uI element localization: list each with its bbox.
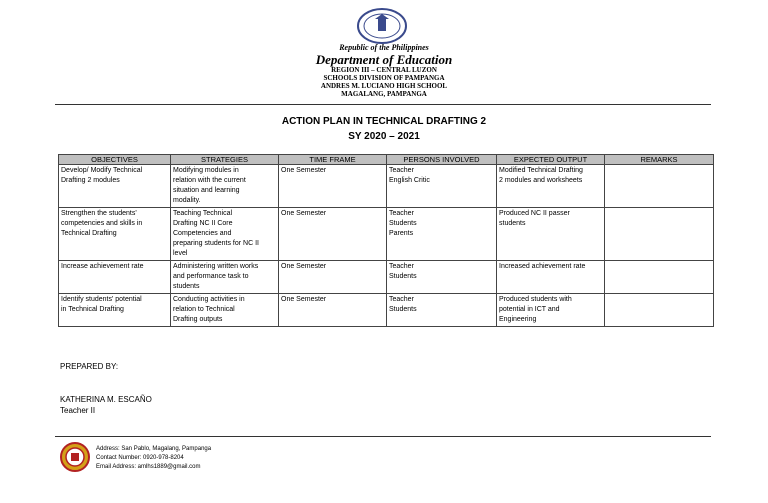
cell-line: Students bbox=[389, 273, 417, 280]
footer-email: Email Address: amlhs1889@gmail.com bbox=[96, 464, 201, 470]
cell-persons-involved bbox=[387, 208, 497, 261]
cell-line: 2 modules and worksheets bbox=[499, 177, 583, 184]
cell-line: students bbox=[173, 283, 200, 290]
deped-seal-icon bbox=[356, 8, 408, 44]
footer-address: Address: San Pablo, Magalang, Pampanga bbox=[96, 446, 212, 452]
cell-line: Modified Technical Drafting bbox=[499, 167, 583, 174]
cell-line: Teacher bbox=[389, 210, 414, 217]
header-location: MAGALANG, PAMPANGA bbox=[341, 90, 427, 98]
cell-line: Conducting activities in bbox=[173, 296, 245, 303]
cell-remarks bbox=[605, 165, 714, 208]
cell-line: Increase achievement rate bbox=[61, 263, 144, 270]
table-row bbox=[59, 294, 714, 327]
cell-strategies bbox=[171, 294, 279, 327]
school-year: SY 2020 – 2021 bbox=[348, 131, 420, 142]
cell-objectives bbox=[59, 165, 171, 208]
cell-line: Engineering bbox=[499, 316, 537, 323]
table-row bbox=[59, 208, 714, 261]
footer-divider bbox=[55, 436, 711, 437]
cell-objectives bbox=[59, 294, 171, 327]
cell-remarks bbox=[605, 294, 714, 327]
cell-line: Strengthen the students' bbox=[61, 210, 137, 217]
cell-line: situation and learning bbox=[173, 187, 240, 194]
cell-persons-involved bbox=[387, 261, 497, 294]
header-divider bbox=[55, 104, 711, 105]
cell-persons-involved bbox=[387, 294, 497, 327]
cell-line: modality. bbox=[173, 197, 201, 204]
header-school: ANDRES M. LUCIANO HIGH SCHOOL bbox=[320, 82, 448, 90]
cell-line: Teacher bbox=[389, 263, 414, 270]
cell-time-frame bbox=[279, 261, 387, 294]
cell-line: Teaching Technical bbox=[173, 210, 233, 217]
cell-line: One Semester bbox=[281, 210, 327, 217]
cell-line: Students bbox=[389, 306, 417, 313]
cell-strategies bbox=[171, 165, 279, 208]
cell-line: Develop/ Modify Technical bbox=[61, 167, 143, 174]
cell-line: Identify students' potential bbox=[61, 296, 142, 303]
cell-line: level bbox=[173, 250, 188, 257]
cell-line: Competencies and bbox=[173, 230, 232, 237]
cell-expected-output bbox=[497, 261, 605, 294]
cell-line: Modifying modules in bbox=[173, 167, 239, 174]
cell-line: Drafting outputs bbox=[173, 316, 223, 323]
cell-line: Teacher bbox=[389, 167, 414, 174]
cell-strategies bbox=[171, 261, 279, 294]
cell-remarks bbox=[605, 208, 714, 261]
cell-time-frame bbox=[279, 208, 387, 261]
cell-line: Drafting 2 modules bbox=[61, 177, 120, 184]
cell-persons-involved bbox=[387, 165, 497, 208]
cell-line: Drafting NC II Core bbox=[173, 220, 233, 227]
cell-line: preparing students for NC II bbox=[173, 240, 259, 247]
cell-line: One Semester bbox=[281, 263, 327, 270]
document-title: ACTION PLAN IN TECHNICAL DRAFTING 2 bbox=[281, 116, 487, 127]
cell-line: Students bbox=[389, 220, 417, 227]
header-republic: Republic of the Philippines bbox=[339, 43, 429, 52]
cell-line: potential in ICT and bbox=[499, 306, 560, 313]
cell-line: competencies and skills in bbox=[61, 220, 143, 227]
cell-line: Produced NC II passer bbox=[499, 210, 570, 217]
cell-line: English Critic bbox=[389, 177, 430, 184]
col-time-frame: TIME FRAME bbox=[279, 155, 387, 165]
footer-contact: Contact Number: 0920-978-8204 bbox=[96, 455, 184, 461]
preparer-position: Teacher II bbox=[60, 406, 96, 415]
cell-expected-output bbox=[497, 294, 605, 327]
cell-line: One Semester bbox=[281, 296, 327, 303]
table-row bbox=[59, 165, 714, 208]
cell-line: Parents bbox=[389, 230, 414, 237]
preparer-name: KATHERINA M. ESCAÑO bbox=[60, 395, 152, 404]
cell-expected-output bbox=[497, 208, 605, 261]
table-body bbox=[59, 165, 714, 327]
cell-remarks bbox=[605, 261, 714, 294]
cell-objectives bbox=[59, 208, 171, 261]
cell-line: relation with the current bbox=[173, 177, 246, 184]
cell-line: Administering written works bbox=[173, 263, 259, 270]
cell-line: relation to Technical bbox=[173, 306, 235, 313]
cell-time-frame bbox=[279, 165, 387, 208]
prepared-by-label: PREPARED BY: bbox=[60, 362, 119, 371]
cell-line: Increased achievement rate bbox=[499, 263, 586, 270]
cell-expected-output bbox=[497, 165, 605, 208]
school-logo-icon bbox=[60, 442, 90, 472]
header-department: Department of Education bbox=[315, 52, 453, 67]
header-division: SCHOOLS DIVISION OF PAMPANGA bbox=[323, 74, 445, 82]
cell-line: Produced students with bbox=[499, 296, 572, 303]
col-remarks: REMARKS bbox=[605, 155, 714, 165]
cell-strategies bbox=[171, 208, 279, 261]
col-persons-involved: PERSONS INVOLVED bbox=[387, 155, 497, 165]
col-strategies: STRATEGIES bbox=[171, 155, 279, 165]
col-expected-output: EXPECTED OUTPUT bbox=[497, 155, 605, 165]
cell-line: and performance task to bbox=[173, 273, 249, 280]
header-region: REGION III – CENTRAL LUZON bbox=[331, 66, 437, 74]
action-plan-table bbox=[58, 154, 714, 327]
cell-time-frame bbox=[279, 294, 387, 327]
cell-line: students bbox=[499, 220, 526, 227]
cell-line: Technical Drafting bbox=[61, 230, 117, 237]
table-row bbox=[59, 261, 714, 294]
col-objectives: OBJECTIVES bbox=[59, 155, 171, 165]
cell-line: Teacher bbox=[389, 296, 414, 303]
cell-line: One Semester bbox=[281, 167, 327, 174]
table-header-row bbox=[59, 155, 714, 165]
cell-objectives bbox=[59, 261, 171, 294]
cell-line: in Technical Drafting bbox=[61, 306, 124, 313]
